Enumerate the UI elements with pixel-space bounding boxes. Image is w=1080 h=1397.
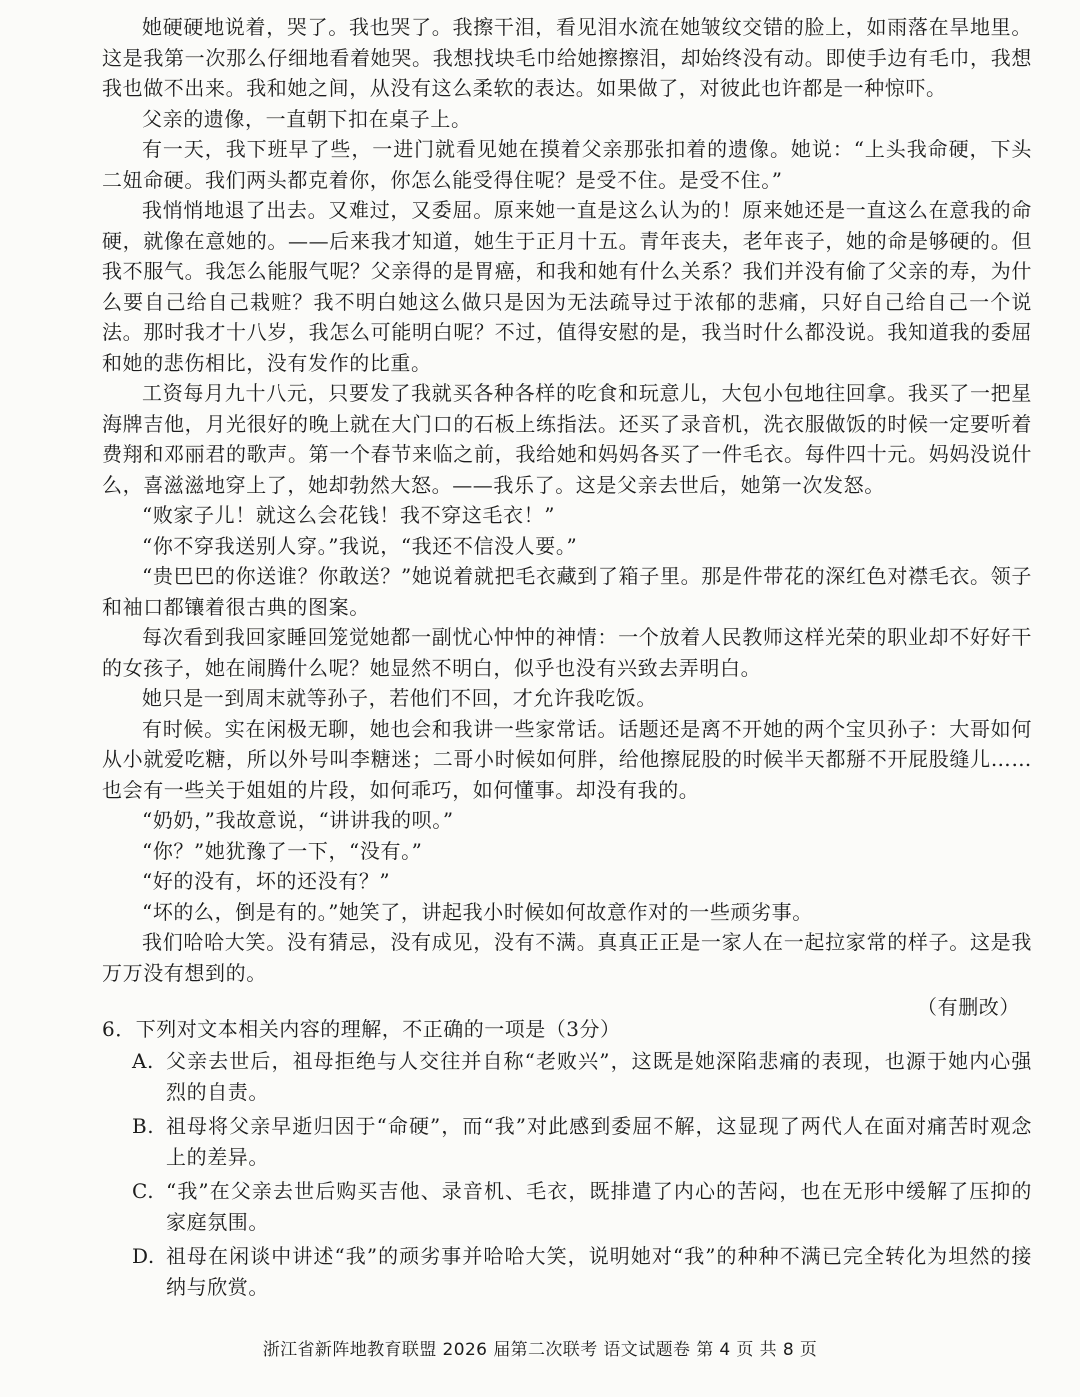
source-note: （有删改） bbox=[917, 995, 1020, 1019]
passage-paragraph: “败家子儿！就这么会花钱！我不穿这毛衣！” bbox=[142, 503, 556, 527]
passage-paragraph: 有时候。实在闲极无聊，她也会和我讲一些家常话。话题还是离不开她的两个宝贝孙子：大哥如何从小就爱吃糖，所以外号叫李糖迷；二哥小时候如何胖，给他擦屁股的时候半天都掰不开屁股缝儿……也会有一些关于姐姐的片段，如何乖巧，如何懂事。却没有我的。 bbox=[102, 716, 1032, 802]
option-text: 祖母在闲谈中讲述“我”的顽劣事并哈哈大笑，说明她对“我”的种种不满已完全转化为坦然的接纳与欣赏。 bbox=[166, 1244, 1032, 1299]
option-text: 祖母将父亲早逝归因于“命硬”，而“我”对此感到委屈不解，这显现了两代人在面对痛苦时观念上的差异。 bbox=[166, 1114, 1032, 1169]
option-a bbox=[132, 1046, 1032, 1107]
option-letter: C. bbox=[132, 1179, 155, 1203]
option-c bbox=[132, 1176, 1032, 1237]
passage-paragraph: 父亲的遗像，一直朝下扣在桌子上。 bbox=[142, 106, 472, 131]
passage-paragraph: 工资每月九十八元，只要发了我就买各种各样的吃食和玩意儿，大包小包地往回拿。我买了一把星海牌吉他，月光很好的晚上就在大门口的石板上练指法。还买了录音机，洗衣服做饭的时候一定要听着费翔和邓丽君的歌声。第一个春节来临之前，我给她和妈妈各买了一件毛衣。每件四十元。妈妈没说什么，喜滋滋地穿上了，她却勃然大怒。——我乐了。这是父亲去世后，她第一次发怒。 bbox=[102, 381, 1032, 497]
question-6 bbox=[102, 1014, 1032, 1306]
passage-paragraph: “坏的么，倒是有的。”她笑了，讲起我小时候如何故意作对的一些顽劣事。 bbox=[142, 899, 813, 924]
option-b bbox=[132, 1111, 1032, 1172]
reading-passage bbox=[102, 12, 1032, 1022]
option-text: “我”在父亲去世后购买吉他、录音机、毛衣，既排遣了内心的苦闷，也在无形中缓解了压抑的家庭氛围。 bbox=[166, 1179, 1032, 1234]
option-letter: A. bbox=[132, 1049, 155, 1073]
option-text: 父亲去世后，祖母拒绝与人交往并自称“老败兴”，这既是她深陷悲痛的表现，也源于她内心强烈的自责。 bbox=[166, 1049, 1032, 1104]
option-letter: B. bbox=[132, 1114, 155, 1138]
passage-paragraph: 她只是一到周末就等孙子，若他们不回，才允许我吃饭。 bbox=[142, 686, 657, 710]
passage-paragraph: 我们哈哈大笑。没有猜忌，没有成见，没有不满。真真正正是一家人在一起拉家常的样子。这是我万万没有想到的。 bbox=[102, 930, 1032, 985]
page-footer: 浙江省新阵地教育联盟 2026 届第二次联考 语文试题卷 第 4 页 共 8 页 bbox=[262, 1340, 818, 1360]
option-d bbox=[132, 1241, 1032, 1302]
passage-paragraph: “你不穿我送别人穿。”我说，“我还不信没人要。” bbox=[142, 533, 578, 558]
passage-paragraph: 每次看到我回家睡回笼觉她都一副忧心忡忡的神情：一个放着人民教师这样光荣的职业却不好好干的女孩子，她在闹腾什么呢？她显然不明白，似乎也没有兴致去弄明白。 bbox=[102, 625, 1032, 680]
passage-paragraph: “你？”她犹豫了一下，“没有。” bbox=[142, 838, 423, 863]
passage-paragraph: “好的没有，坏的还没有？” bbox=[142, 869, 391, 893]
passage-paragraph: “贵巴巴的你送谁？你敢送？”她说着就把毛衣藏到了箱子里。那是件带花的深红色对襟毛衣。领子和袖口都镶着很古典的图案。 bbox=[102, 564, 1032, 619]
passage-paragraph: “奶奶，”我故意说，“讲讲我的呗。” bbox=[142, 808, 454, 832]
passage-paragraph: 有一天，我下班早了些，一进门就看见她在摸着父亲那张扣着的遗像。她说：“上头我命硬，下头二妞命硬。我们两头都克着你，你怎么能受得住呢？是受不住。是受不住。” bbox=[102, 137, 1032, 192]
passage-paragraph: 她硬硬地说着，哭了。我也哭了。我擦干泪，看见泪水流在她皱纹交错的脸上，如雨落在旱地里。这是我第一次那么仔细地看着她哭。我想找块毛巾给她擦擦泪，却始终没有动。即使手边有毛巾，我想我也做不出来。我和她之间，从没有这么柔软的表达。如果做了，对彼此也许都是一种惊吓。 bbox=[102, 15, 1032, 100]
question-stem: 6．下列对文本相关内容的理解，不正确的一项是（3分） bbox=[102, 1017, 621, 1041]
option-letter: D. bbox=[132, 1244, 155, 1268]
passage-paragraph: 我悄悄地退了出去。又难过，又委屈。原来她一直是这么认为的！原来她还是一直这么在意我的命硬，就像在意她的。——后来我才知道，她生于正月十五。青年丧夫，老年丧子，她的命是够硬的。但我不服气。我怎么能服气呢？父亲得的是胃癌，和我和她有什么关系？我们并没有偷了父亲的寿，为什么要自己给自己栽赃？我不明白她这么做只是因为无法疏导过于浓郁的悲痛，只好自己给自己一个说法。那时我才十八岁，我怎么可能明白呢？不过，值得安慰的是，我当时什么都没说。我知道我的委屈和她的悲伤相比，没有发作的比重。 bbox=[102, 198, 1032, 375]
